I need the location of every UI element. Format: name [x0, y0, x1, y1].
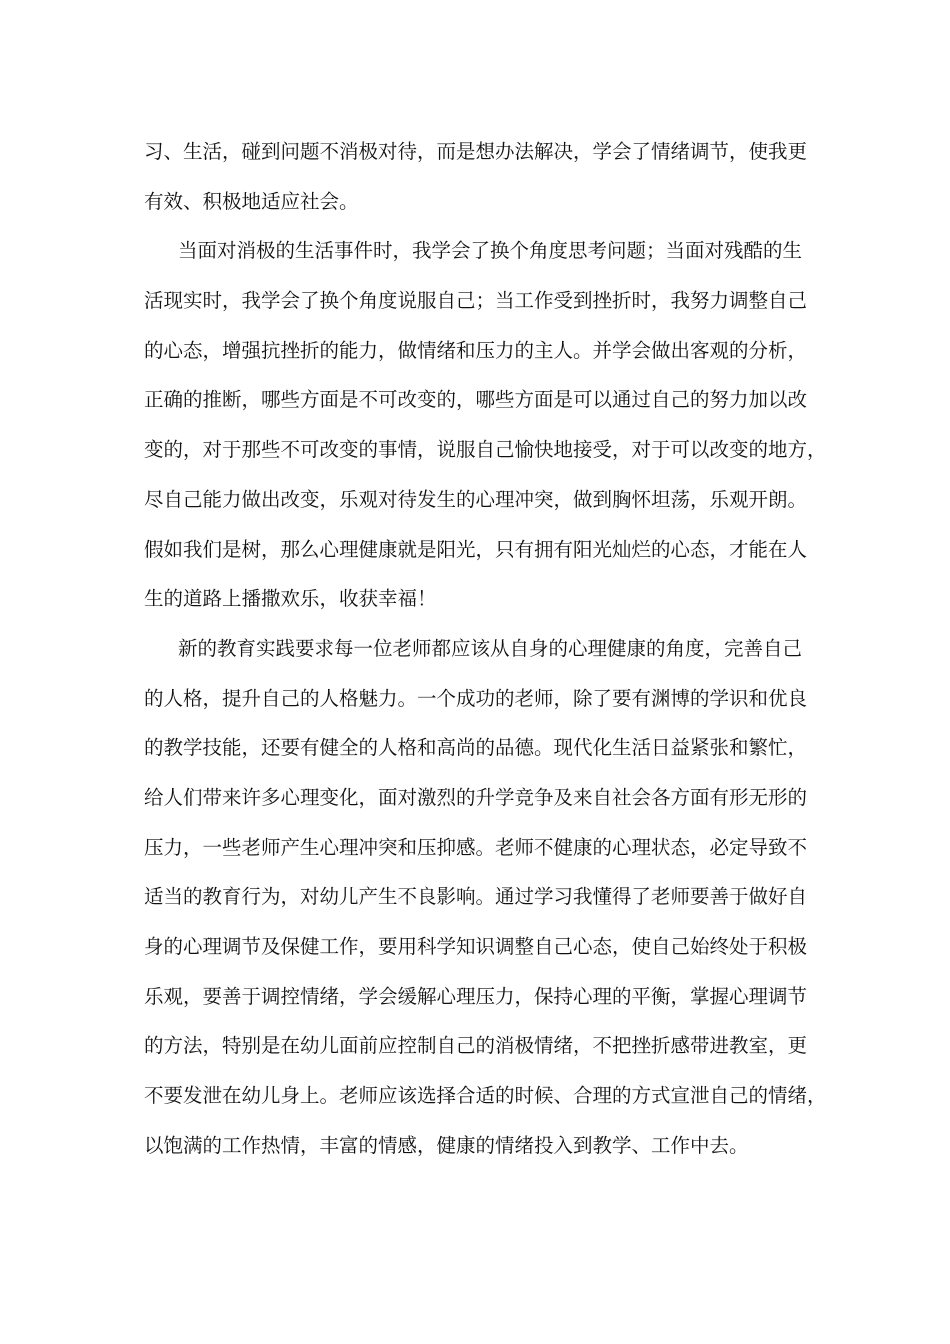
text-line: 假如我们是树，那么心理健康就是阳光，只有拥有阳光灿烂的心态，才能在人	[144, 537, 808, 561]
text-line: 正确的推断，哪些方面是不可改变的，哪些方面是可以通过自己的努力加以改	[144, 388, 808, 412]
text-line: 给人们带来许多心理变化，面对激烈的升学竞争及来自社会各方面有形无形的	[144, 785, 808, 809]
text-line: 的心态，增强抗挫折的能力，做情绪和压力的主人。并学会做出客观的分析，	[144, 338, 808, 362]
paragraph-2	[144, 226, 827, 624]
text-line: 有效、积极地适应社会。	[144, 189, 359, 213]
text-line: 压力，一些老师产生心理冲突和压抑感。老师不健康的心理状态，必定导致不	[144, 835, 808, 859]
text-line: 以饱满的工作热情，丰富的情感，健康的情绪投入到教学、工作中去。	[144, 1133, 749, 1157]
text-line: 的方法，特别是在幼儿面前应控制自己的消极情绪，不把挫折感带进教室，更	[144, 1034, 808, 1058]
text-line: 适当的教育行为，对幼儿产生不良影响。通过学习我懂得了老师要善于做好自	[144, 885, 808, 909]
text-line: 变的，对于那些不可改变的事情，说服自己愉快地接受，对于可以改变的地方，	[144, 438, 827, 462]
text-line: 的教学技能，还要有健全的人格和高尚的品德。现代化生活日益紧张和繁忙，	[144, 736, 808, 760]
text-line: 乐观，要善于调控情绪，学会缓解心理压力，保持心理的平衡，掌握心理调节	[144, 984, 808, 1008]
paragraph-3	[144, 624, 827, 1171]
text-line: 身的心理调节及保健工作，要用科学知识调整自己心态，使自己始终处于积极	[144, 935, 808, 958]
paragraph-1	[144, 127, 809, 226]
text-line: 不要发泄在幼儿身上。老师应该选择合适的时候、合理的方式宣泄自己的情绪，	[144, 1084, 827, 1108]
text-line: 生的道路上播撒欢乐，收获幸福！	[144, 587, 437, 611]
text-line: 尽自己能力做出改变，乐观对待发生的心理冲突，做到胸怀坦荡，乐观开朗。	[144, 487, 808, 511]
text-line: 习、生活，碰到问题不消极对待，而是想办法解决，学会了情绪调节，使我更	[144, 140, 808, 163]
text-line: 新的教育实践要求每一位老师都应该从自身的心理健康的角度，完善自己	[178, 636, 803, 660]
document-body	[144, 127, 827, 1170]
text-line: 当面对消极的生活事件时，我学会了换个角度思考问题；当面对残酷的生	[178, 239, 803, 263]
text-line: 活现实时，我学会了换个角度说服自己；当工作受到挫折时，我努力调整自己	[144, 289, 808, 313]
text-line: 的人格，提升自己的人格魅力。一个成功的老师，除了要有渊博的学识和优良	[144, 686, 808, 710]
